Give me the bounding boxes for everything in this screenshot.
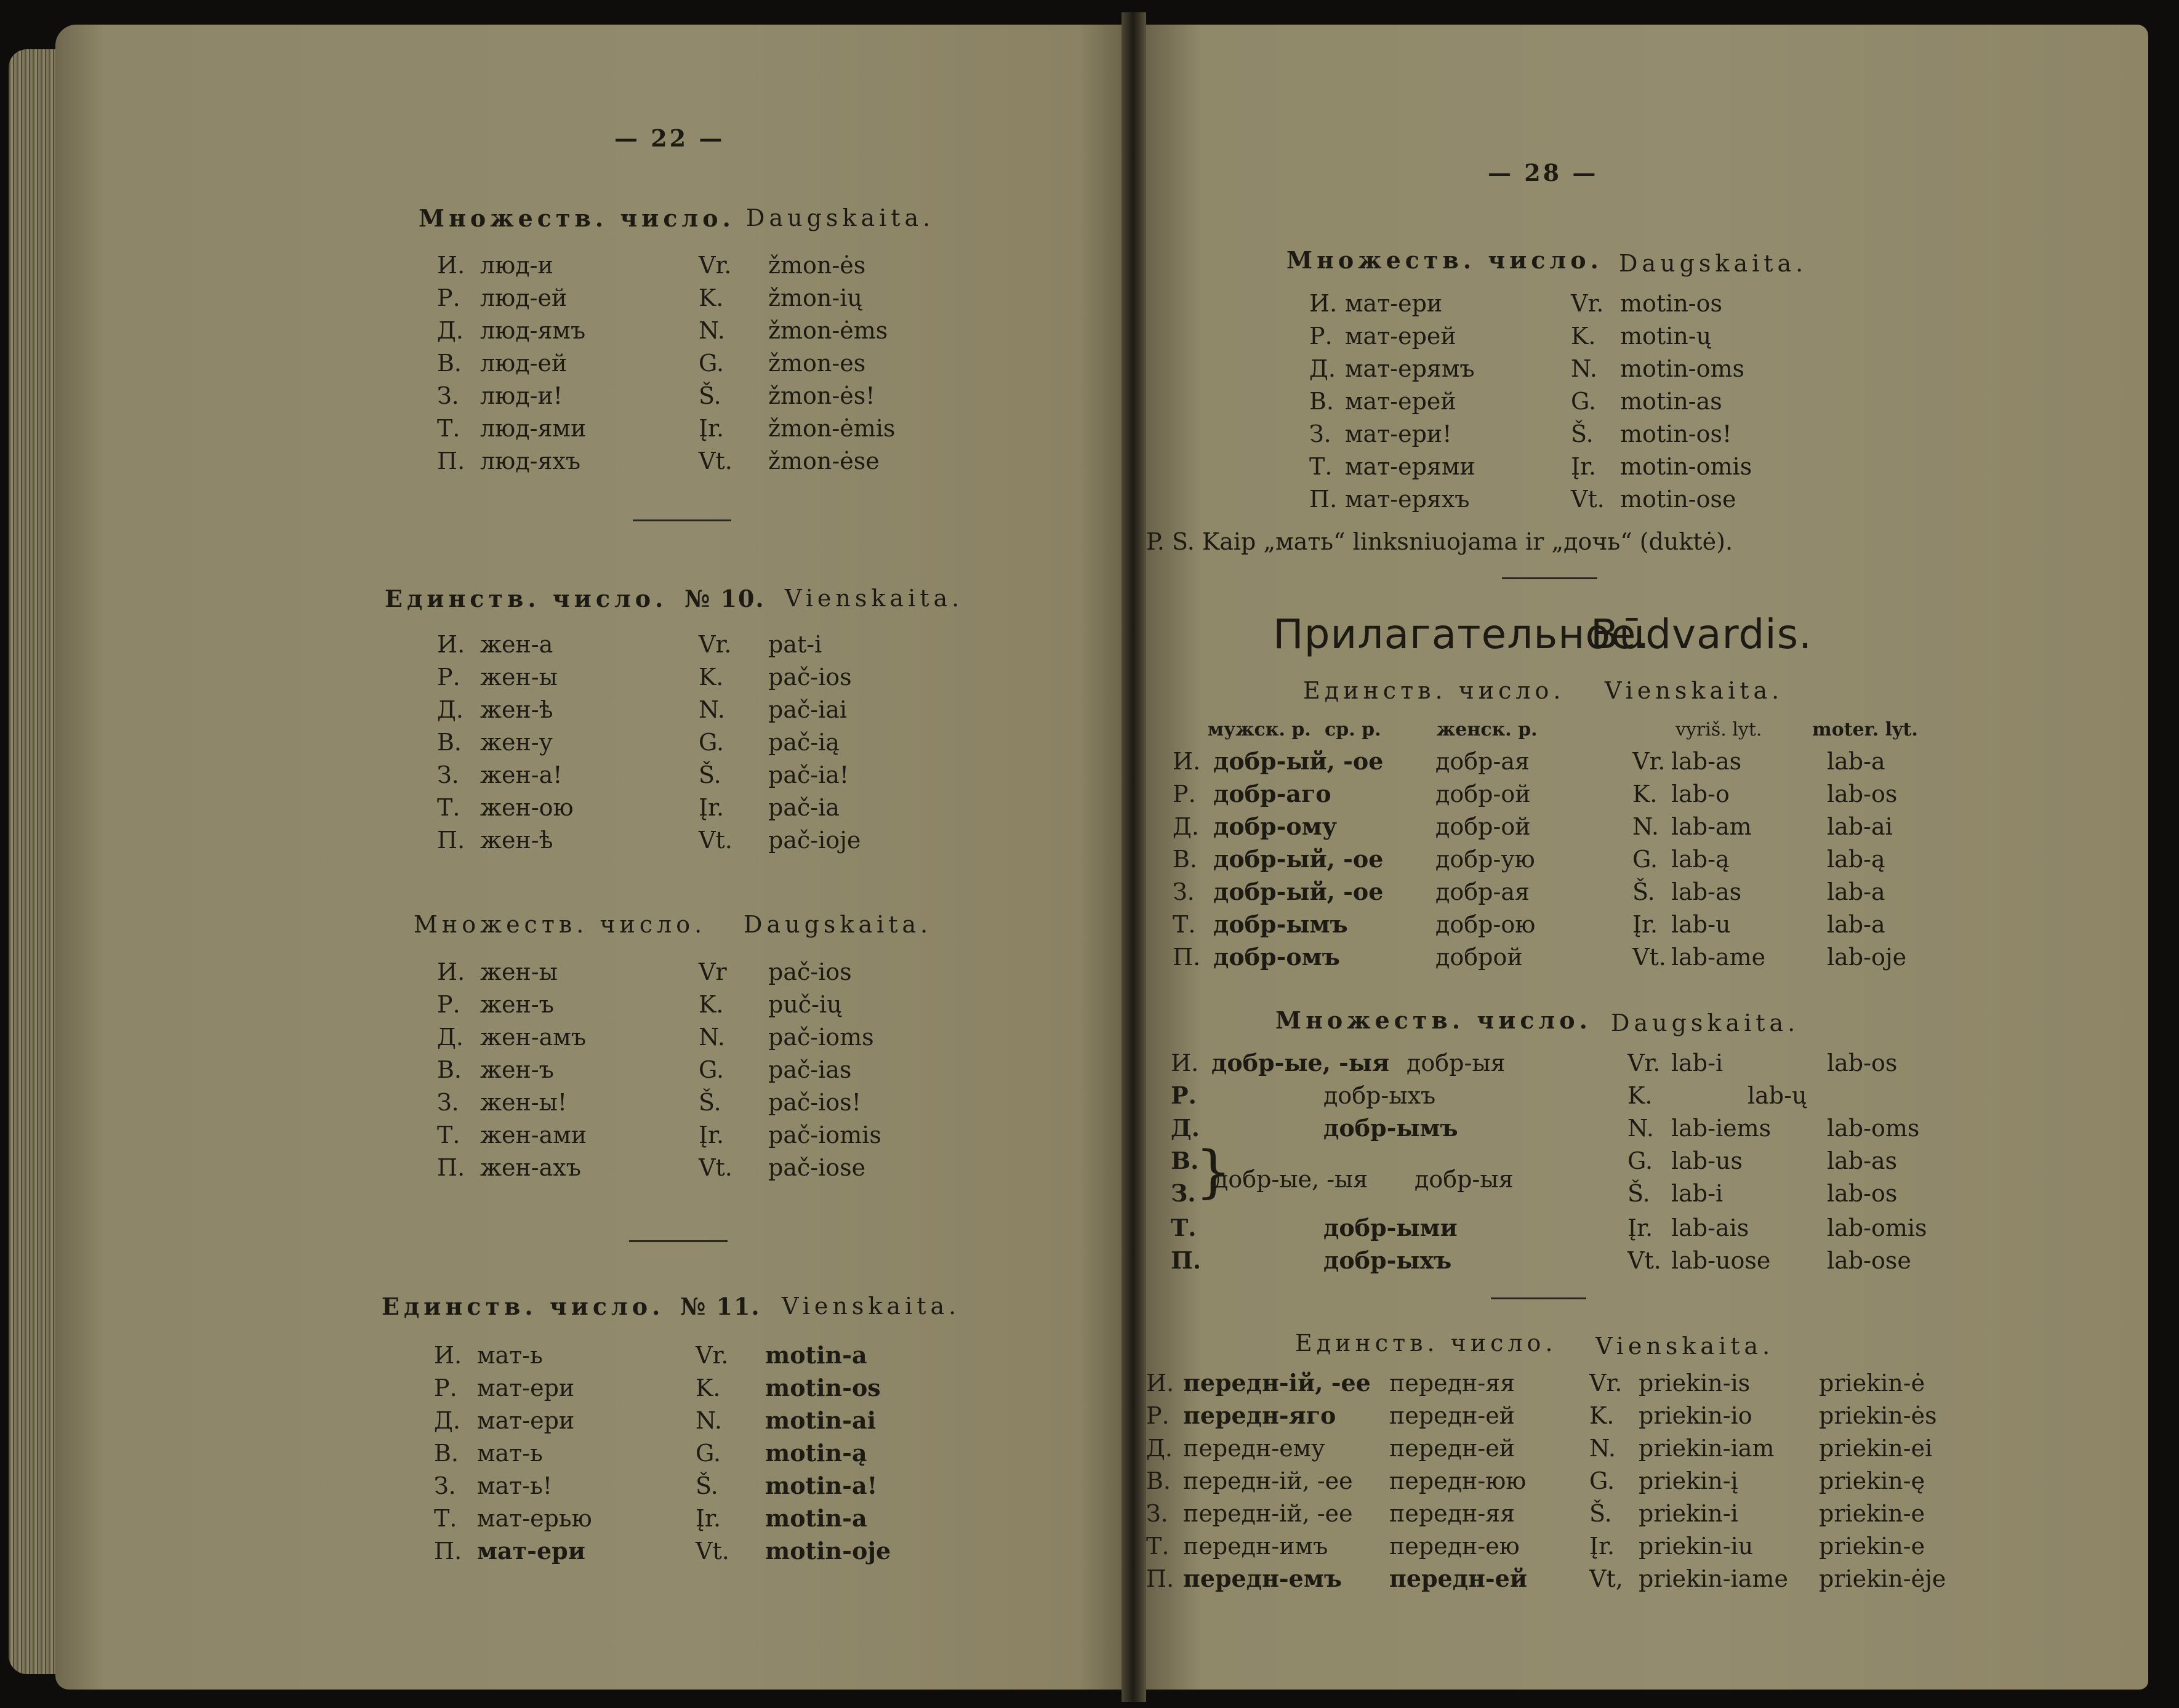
page-number: — 28 —: [1488, 159, 1599, 186]
section-heading-ru: Единств. число.: [1303, 677, 1565, 704]
section-heading-lt: Vienskaita.: [1605, 677, 1784, 704]
section-heading-ru: Единств. число.: [382, 1293, 665, 1320]
divider: [629, 1240, 728, 1242]
section-heading-lt: Daugskaita.: [1611, 1009, 1800, 1036]
right-page: — 28 — Множеств. число. Daugskaita. И. мат-ери Vr. motin-os Р. мат-ерей K. motin-ų Д. мат-ерямъ N. motin-oms В. мат-ерей G. motin-as З. мат-ери! Š. motin-os! Т. мат-ерями Įr. motin-omis П. мат-еряхъ Vt. motin-ose P. S. Kaip „мать“ linksniuojama ir „дочь“ (duktė). Прилагательное. Būdvardis. Единств. число. Vienskaita. мужск. р. ср. р. женск. р. vyriš. lyt. moter. lyt. И. добр-ый, -ое добр-ая Vr. lab-as lab-a Р. добр-аго добр-ой K. lab-o lab-os Д. добр-ому добр-ой N. lab-am lab-ai В. добр-ый, -ое добр-ую G. lab-ą lab-ą З. добр-ый, -ое добр-ая Š. lab-as lab-a Т. добр-ымъ добр-ою Įr. lab-u lab-a П. добр-омъ доброй Vt. lab-ame lab-oje Множеств. число. Daugskaita. И. добр-ые, -ыя добр-ыя Vr. lab-i lab-os Р. добр-ыхъ K. lab-ų Д. добр-ымъ N. lab-iems lab-oms В. G. lab-us lab-as З. Š. lab-i lab-os } добр-ые, -ыя добр-ыя Т. добр-ыми Įr. lab-ais lab-omis П. добр-ыхъ Vt. lab-uose lab-ose Единcтв. число. Vienskaita. И. передн-ій, -ее передн-яя Vr. priekin-is priekin-ė Р. передн-яго передн-ей K. priekin-io priekin-ės Д. передн-ему передн-ей N. priekin-iam priekin-ei В. передн-ій, -ее передн-юю G. priekin-į priekin-ę З. передн-ій, -ее передн-яя Š. priekin-i priekin-e Т. передн-имъ передн-ею Įr. priekin-iu priekin-e П. передн-емъ передн-ей Vt, priekin-iame priekin-ėje: [1146, 25, 2148, 1690]
book-gutter: [1122, 12, 1146, 1702]
section-heading-ru: Единcтв. число.: [1295, 1329, 1557, 1357]
section-number: № 11.: [680, 1293, 761, 1320]
section-heading-ru: Единств. число.: [385, 585, 668, 612]
section-heading-lt: Vienskaita.: [1595, 1333, 1775, 1360]
section-heading-lt: Daugskaita.: [746, 204, 935, 231]
column-header: vyriš. lyt.: [1675, 719, 1762, 740]
chapter-title-lt: Būdvardis.: [1591, 611, 1813, 658]
column-header: мужск. р.: [1208, 719, 1311, 740]
section-heading-lt: Vienskaita.: [782, 1293, 961, 1320]
column-header: женск. р.: [1437, 719, 1538, 740]
left-page: — 22 — Множеств. число. Daugskaita. И. люд-и Vr. žmon-ės Р. люд-ей K. žmon-ių Д. люд-ямъ N. žmon-ėms В. люд-ей G. žmon-es З. люд-и! Š. žmon-ės! Т. люд-ями Įr. žmon-ėmis П. люд-яхъ Vt. žmon-ėse Единств. число. № 10. Vienskaita. И. жен-а Vr. pat-i Р. жен-ы K. pač-ios Д. жен-ѣ N. pač-iai В. жен-у G. pač-ią З. жен-а! Š. pač-ia! Т. жен-ою Įr. pač-ia П. жен-ѣ Vt. pač-ioje Множеств. число. Daugskaita. И. жен-ы Vr pač-ios Р. жен-ъ K. puč-ių Д. жен-амъ N. pač-ioms В. жен-ъ G. pač-ias З. жен-ы! Š. pač-ios! Т. жен-ами Įr. pač-iomis П. жен-ахъ Vt. pač-iose Единств. число. № 11. Vienskaita. И. мат-ь Vr. motin-a Р. мат-ери K. motin-os Д. мат-ери N. motin-ai В. мат-ь G. motin-ą З. мат-ь! Š. motin-a! Т. мат-ерью Įr. motin-a П. мат-ери Vt. motin-oje: [55, 25, 1122, 1690]
page-number: — 22 —: [614, 124, 725, 152]
postscript-note: P. S. Kaip „мать“ linksniuojama ir „дочь“ (duktė).: [1146, 528, 1733, 555]
divider: [1491, 1297, 1586, 1299]
section-heading-lt: Daugskaita.: [1619, 250, 1808, 277]
column-header: ср. р.: [1325, 719, 1381, 740]
section-heading-lt: Vienskaita.: [785, 585, 964, 612]
section-heading-ru: Множеств. число.: [1275, 1006, 1592, 1034]
section-heading-ru: Множеств. число.: [1286, 246, 1603, 274]
divider: [1502, 577, 1597, 579]
brace-symbol: }: [1195, 1139, 1232, 1205]
chapter-title-ru: Прилагательное.: [1273, 611, 1650, 658]
column-header: moter. lyt.: [1812, 719, 1918, 740]
section-number: № 10.: [684, 585, 765, 612]
divider: [633, 519, 731, 521]
section-heading-ru: Множеств. число.: [419, 204, 735, 232]
section-heading-ru: Множеств. число.: [414, 911, 707, 938]
section-heading-lt: Daugskaita.: [744, 911, 933, 938]
